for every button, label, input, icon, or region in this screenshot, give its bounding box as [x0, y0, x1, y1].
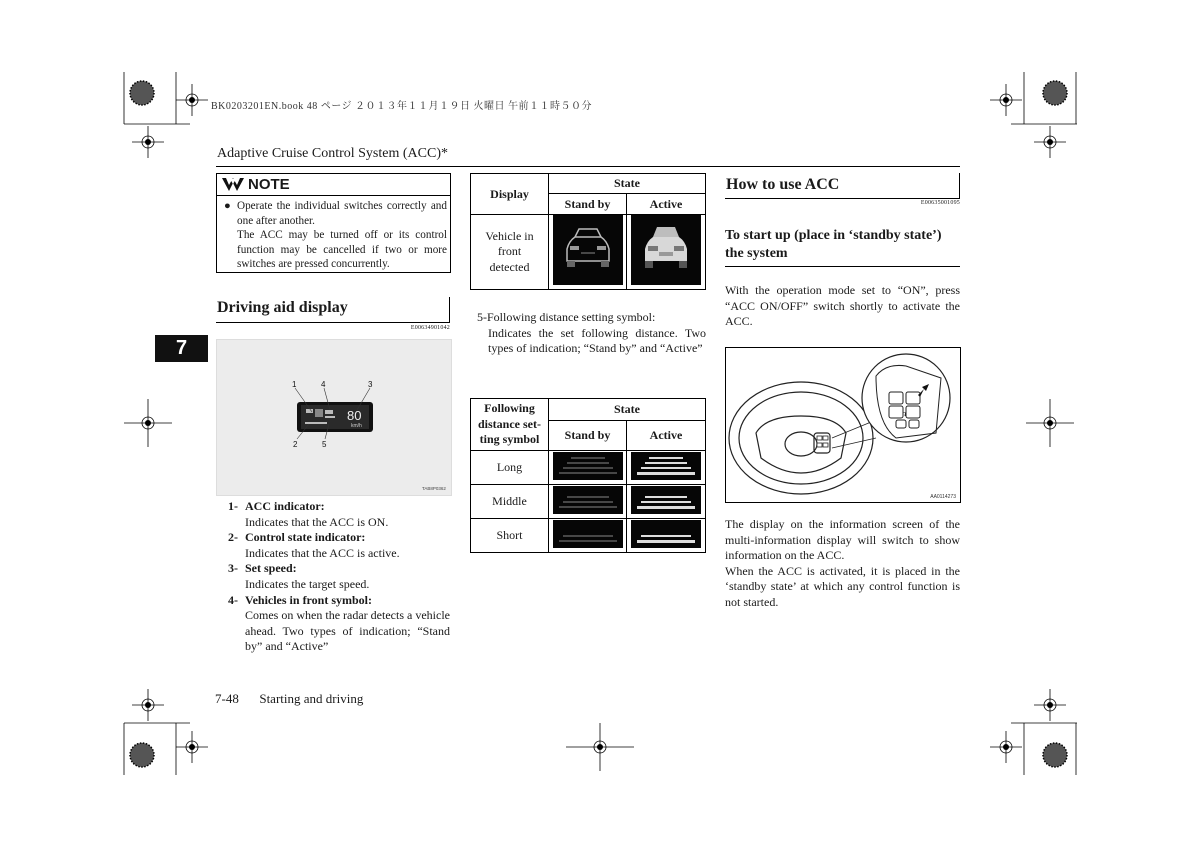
table-header-standby: Stand by [549, 194, 627, 215]
item-title: ACC indicator: [245, 499, 325, 513]
item-number: 4- [228, 592, 238, 607]
list-item [228, 593, 450, 655]
callout-4: 4 [321, 380, 326, 389]
note-label: NOTE [248, 176, 290, 193]
set-speed-value: 80 [347, 408, 362, 423]
driving-aid-list [228, 499, 450, 655]
item-number: 1- [228, 499, 238, 513]
steering-wheel-illustration [726, 348, 960, 502]
callout-1: 1 [292, 380, 297, 389]
short-standby-cell [549, 519, 627, 553]
section-title: Adaptive Cruise Control System (ACC)* [217, 146, 448, 161]
table-row [471, 519, 706, 553]
list-item [228, 530, 450, 561]
item-description: Indicates that the ACC is ON. [245, 514, 389, 529]
item-description: Comes on when the radar detects a vehicle ahead. Two types of indication; “Stand by” and “Active” [245, 608, 450, 654]
distance-middle-active-icon [631, 486, 701, 514]
page-number: 7-48 [215, 691, 239, 706]
startup-intro: With the operation mode set to “ON”, press “ACC ON/OFF” switch shortly to activate the ACC. [725, 283, 960, 329]
row-label: Short [471, 519, 549, 553]
vehicle-standby-icon [553, 215, 623, 285]
long-standby-cell [549, 451, 627, 485]
item-title: Control state indicator: [245, 530, 366, 545]
row-label: Long [471, 451, 549, 485]
note-header [217, 174, 450, 196]
display-illustration [217, 340, 451, 495]
note-icon [221, 177, 245, 192]
how-to-use-heading-box [725, 173, 960, 199]
svg-text:↴: ↴ [902, 412, 908, 418]
distance-short-standby-icon [553, 520, 623, 548]
driving-aid-heading-box [216, 297, 450, 323]
list-item [228, 561, 450, 592]
callout-3: 3 [368, 380, 373, 389]
long-active-cell [627, 451, 706, 485]
table-header-active: Active [627, 194, 706, 215]
table-header-following: Following distance set-ting symbol [471, 399, 549, 451]
note-box [216, 173, 451, 273]
wheel-figure-code: AA0114273 [930, 494, 956, 500]
item-description: Indicates the target speed. [245, 576, 370, 591]
standby-vehicle-cell [549, 215, 627, 290]
item5-description: Indicates the set following distance. Two types of indication; “Stand by” and “Active” [488, 325, 706, 356]
row-label: Middle [471, 485, 549, 519]
print-header: BK0203201EN.book 48 ページ ２０１３年１１月１９日 火曜日 午前１１時５０分 [211, 101, 593, 112]
item-title: Set speed: [245, 561, 297, 576]
startup-subheading: To start up (place in ‘standby state’) the system [725, 227, 960, 267]
distance-long-active-icon [631, 452, 701, 480]
item-description: Indicates that the ACC is active. [245, 545, 400, 560]
callout-2: 2 [293, 440, 298, 449]
note-text-2: The ACC may be turned off or its control function may be cancelled if two or more switches are pressed concurrently. [237, 229, 447, 271]
driving-aid-heading: Driving aid display [217, 299, 348, 316]
list-item [228, 499, 450, 530]
table-header-standby: Stand by [549, 421, 627, 451]
header-rule [216, 166, 960, 167]
item-number: 2- [228, 530, 238, 545]
acc-para-1: The display on the information screen of the multi-information display will switch to show information on the ACC. [725, 517, 960, 563]
item5-block [477, 310, 706, 357]
note-text-1: Operate the individual switches correctly and one after another. [237, 200, 447, 227]
following-distance-table [470, 398, 706, 553]
vehicle-state-table [470, 173, 706, 290]
distance-long-standby-icon [553, 452, 623, 480]
table-header-display: Display [471, 174, 549, 215]
how-to-use-heading: How to use ACC [726, 176, 840, 193]
figure-code: TAB8P0362 [422, 486, 446, 491]
callout-5: 5 [322, 440, 327, 449]
item-title: Vehicles in front symbol: [245, 592, 373, 607]
acc-para-2: When the ACC is activated, it is placed in the ‘standby state’ at which any control function is not started. [725, 563, 960, 609]
chapter-tab: 7 [155, 335, 208, 362]
page-footer [215, 691, 363, 707]
how-to-use-code: E00635001095 [920, 200, 960, 206]
driving-aid-figure [216, 339, 452, 496]
driving-aid-code: E00634901042 [410, 325, 450, 331]
middle-standby-cell [549, 485, 627, 519]
short-active-cell [627, 519, 706, 553]
acc-description [725, 517, 960, 611]
table-row-label: Vehicle in front detected [471, 215, 549, 290]
item-number: 3- [228, 561, 238, 576]
middle-active-cell [627, 485, 706, 519]
table-header-state: State [549, 174, 706, 194]
distance-middle-standby-icon [553, 486, 623, 514]
active-vehicle-cell [627, 215, 706, 290]
distance-short-active-icon [631, 520, 701, 548]
item5-title: 5-Following distance setting symbol: [477, 310, 656, 324]
bullet-icon: ● [224, 200, 231, 212]
chapter-name: Starting and driving [259, 691, 364, 706]
table-row [471, 485, 706, 519]
table-header-state: State [549, 399, 706, 421]
speed-unit: km/h [351, 423, 362, 429]
table-row [471, 451, 706, 485]
steering-wheel-figure [725, 347, 961, 503]
vehicle-active-icon [631, 215, 701, 285]
table-header-active: Active [627, 421, 706, 451]
